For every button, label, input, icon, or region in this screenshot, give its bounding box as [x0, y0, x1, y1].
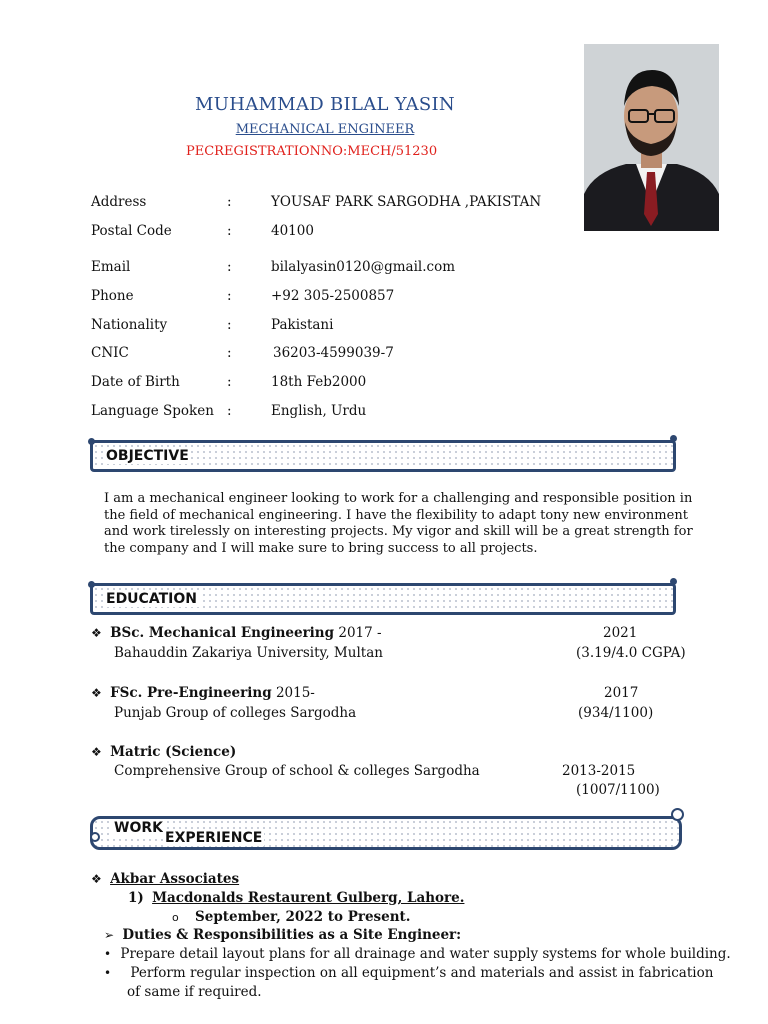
person-portrait-icon [584, 44, 719, 231]
profile-photo [584, 44, 719, 231]
info-label: Email [91, 259, 131, 275]
degree-start: 2015- [275, 685, 315, 701]
education-banner [90, 579, 676, 615]
duties-title-line [104, 927, 461, 943]
info-colon: : [227, 194, 232, 210]
diamond-bullet-icon: ❖ [91, 686, 102, 700]
period-line [172, 909, 410, 925]
banner-scroll-knob [90, 832, 100, 842]
dot-bullet-icon: • [104, 966, 112, 980]
institute-name: Comprehensive Group of school & colleges Sargodha [114, 763, 480, 779]
section-title-objective: OBJECTIVE [106, 448, 189, 464]
degree-end: 2013-2015 [562, 763, 636, 779]
dot-bullet-icon: • [104, 947, 112, 961]
info-label: Nationality [91, 317, 168, 333]
info-value: English, Urdu [271, 403, 367, 419]
diamond-bullet-icon: ❖ [91, 745, 102, 759]
info-colon: : [227, 259, 232, 275]
degree-name: Matric (Science) [110, 744, 237, 760]
work-company-line [91, 871, 239, 887]
banner-scroll-knob [670, 578, 677, 585]
degree-start: 2017 - [338, 625, 382, 641]
duty-item [104, 946, 731, 962]
info-value: 36203-4599039-7 [273, 345, 394, 361]
info-value: 40100 [271, 223, 314, 239]
banner-scroll-knob [88, 581, 95, 588]
info-value: YOUSAF PARK SARGODHA ,PAKISTAN [271, 194, 542, 210]
info-label: Postal Code [91, 223, 172, 239]
registration-number: PECREGISTRATIONNO:MECH/51230 [186, 144, 438, 159]
institute-name: Bahauddin Zakariya University, Multan [114, 645, 383, 661]
info-label: Phone [91, 288, 134, 304]
banner-scroll-knob [88, 438, 95, 445]
duty-text: Perform regular inspection on all equipment’s and materials and assist in fabrication [130, 965, 714, 981]
diamond-bullet-icon: ❖ [91, 626, 102, 640]
degree-name: BSc. Mechanical Engineering [110, 625, 335, 641]
degree-end: 2021 [603, 625, 638, 641]
info-value: +92 305-2500857 [271, 288, 395, 304]
candidate-name: MUHAMMAD BILAL YASIN [195, 94, 455, 115]
arrow-bullet-icon: ➢ [104, 928, 115, 942]
education-entry-fsc [91, 685, 315, 701]
degree-score: (3.19/4.0 CGPA) [576, 645, 686, 661]
diamond-bullet-icon: ❖ [91, 872, 102, 886]
info-label: Address [91, 194, 147, 210]
info-colon: : [227, 374, 232, 390]
job-title: MECHANICAL ENGINEER [235, 122, 415, 137]
banner-scroll-knob [671, 808, 684, 821]
info-value: Pakistani [271, 317, 334, 333]
project-name: Macdonalds Restaurent Gulberg, Lahore. [152, 890, 465, 906]
info-value: 18th Feb2000 [271, 374, 367, 390]
duties-title: Duties & Responsibilities as a Site Engineer: [122, 927, 462, 943]
duty-text: Prepare detail layout plans for all drainage and water supply systems for whole building. [120, 946, 731, 962]
section-title-experience: EXPERIENCE [165, 830, 263, 846]
info-label: Language Spoken [91, 403, 214, 419]
section-title-work: WORK [114, 820, 163, 836]
company-name: Akbar Associates [110, 871, 240, 887]
project-number: 1) [128, 890, 144, 906]
institute-name: Punjab Group of colleges Sargodha [114, 705, 357, 721]
info-colon: : [227, 223, 232, 239]
degree-score: (934/1100) [578, 705, 654, 721]
education-entry-matric [91, 744, 236, 760]
duty-item [104, 965, 713, 981]
info-colon: : [227, 317, 232, 333]
info-colon: : [227, 403, 232, 419]
project-line [128, 890, 464, 906]
work-period: September, 2022 to Present. [195, 909, 411, 925]
info-label: Date of Birth [91, 374, 180, 390]
info-colon: : [227, 345, 232, 361]
info-label: CNIC [91, 345, 129, 361]
objective-text: I am a mechanical engineer looking to work for a challenging and responsible position in the field of mechanical engineering. I have the flexibility to adapt tony new environment and work tirelessly on interesting projects. My vigor and skill will be a great strength for the company and I will make sure to bring success to all projects. [104, 491, 693, 556]
circle-bullet-icon: o [172, 911, 179, 924]
degree-score: (1007/1100) [576, 782, 660, 798]
objective-banner [90, 436, 676, 472]
degree-name: FSc. Pre-Engineering [110, 685, 272, 701]
degree-end: 2017 [604, 685, 639, 701]
info-colon: : [227, 288, 232, 304]
banner-scroll-knob [670, 435, 677, 442]
section-title-education: EDUCATION [106, 591, 197, 607]
work-experience-banner [90, 810, 682, 850]
duty-text-continued: of same if required. [127, 984, 262, 1000]
info-value: bilalyasin0120@gmail.com [271, 259, 456, 275]
education-entry-bsc [91, 625, 382, 641]
